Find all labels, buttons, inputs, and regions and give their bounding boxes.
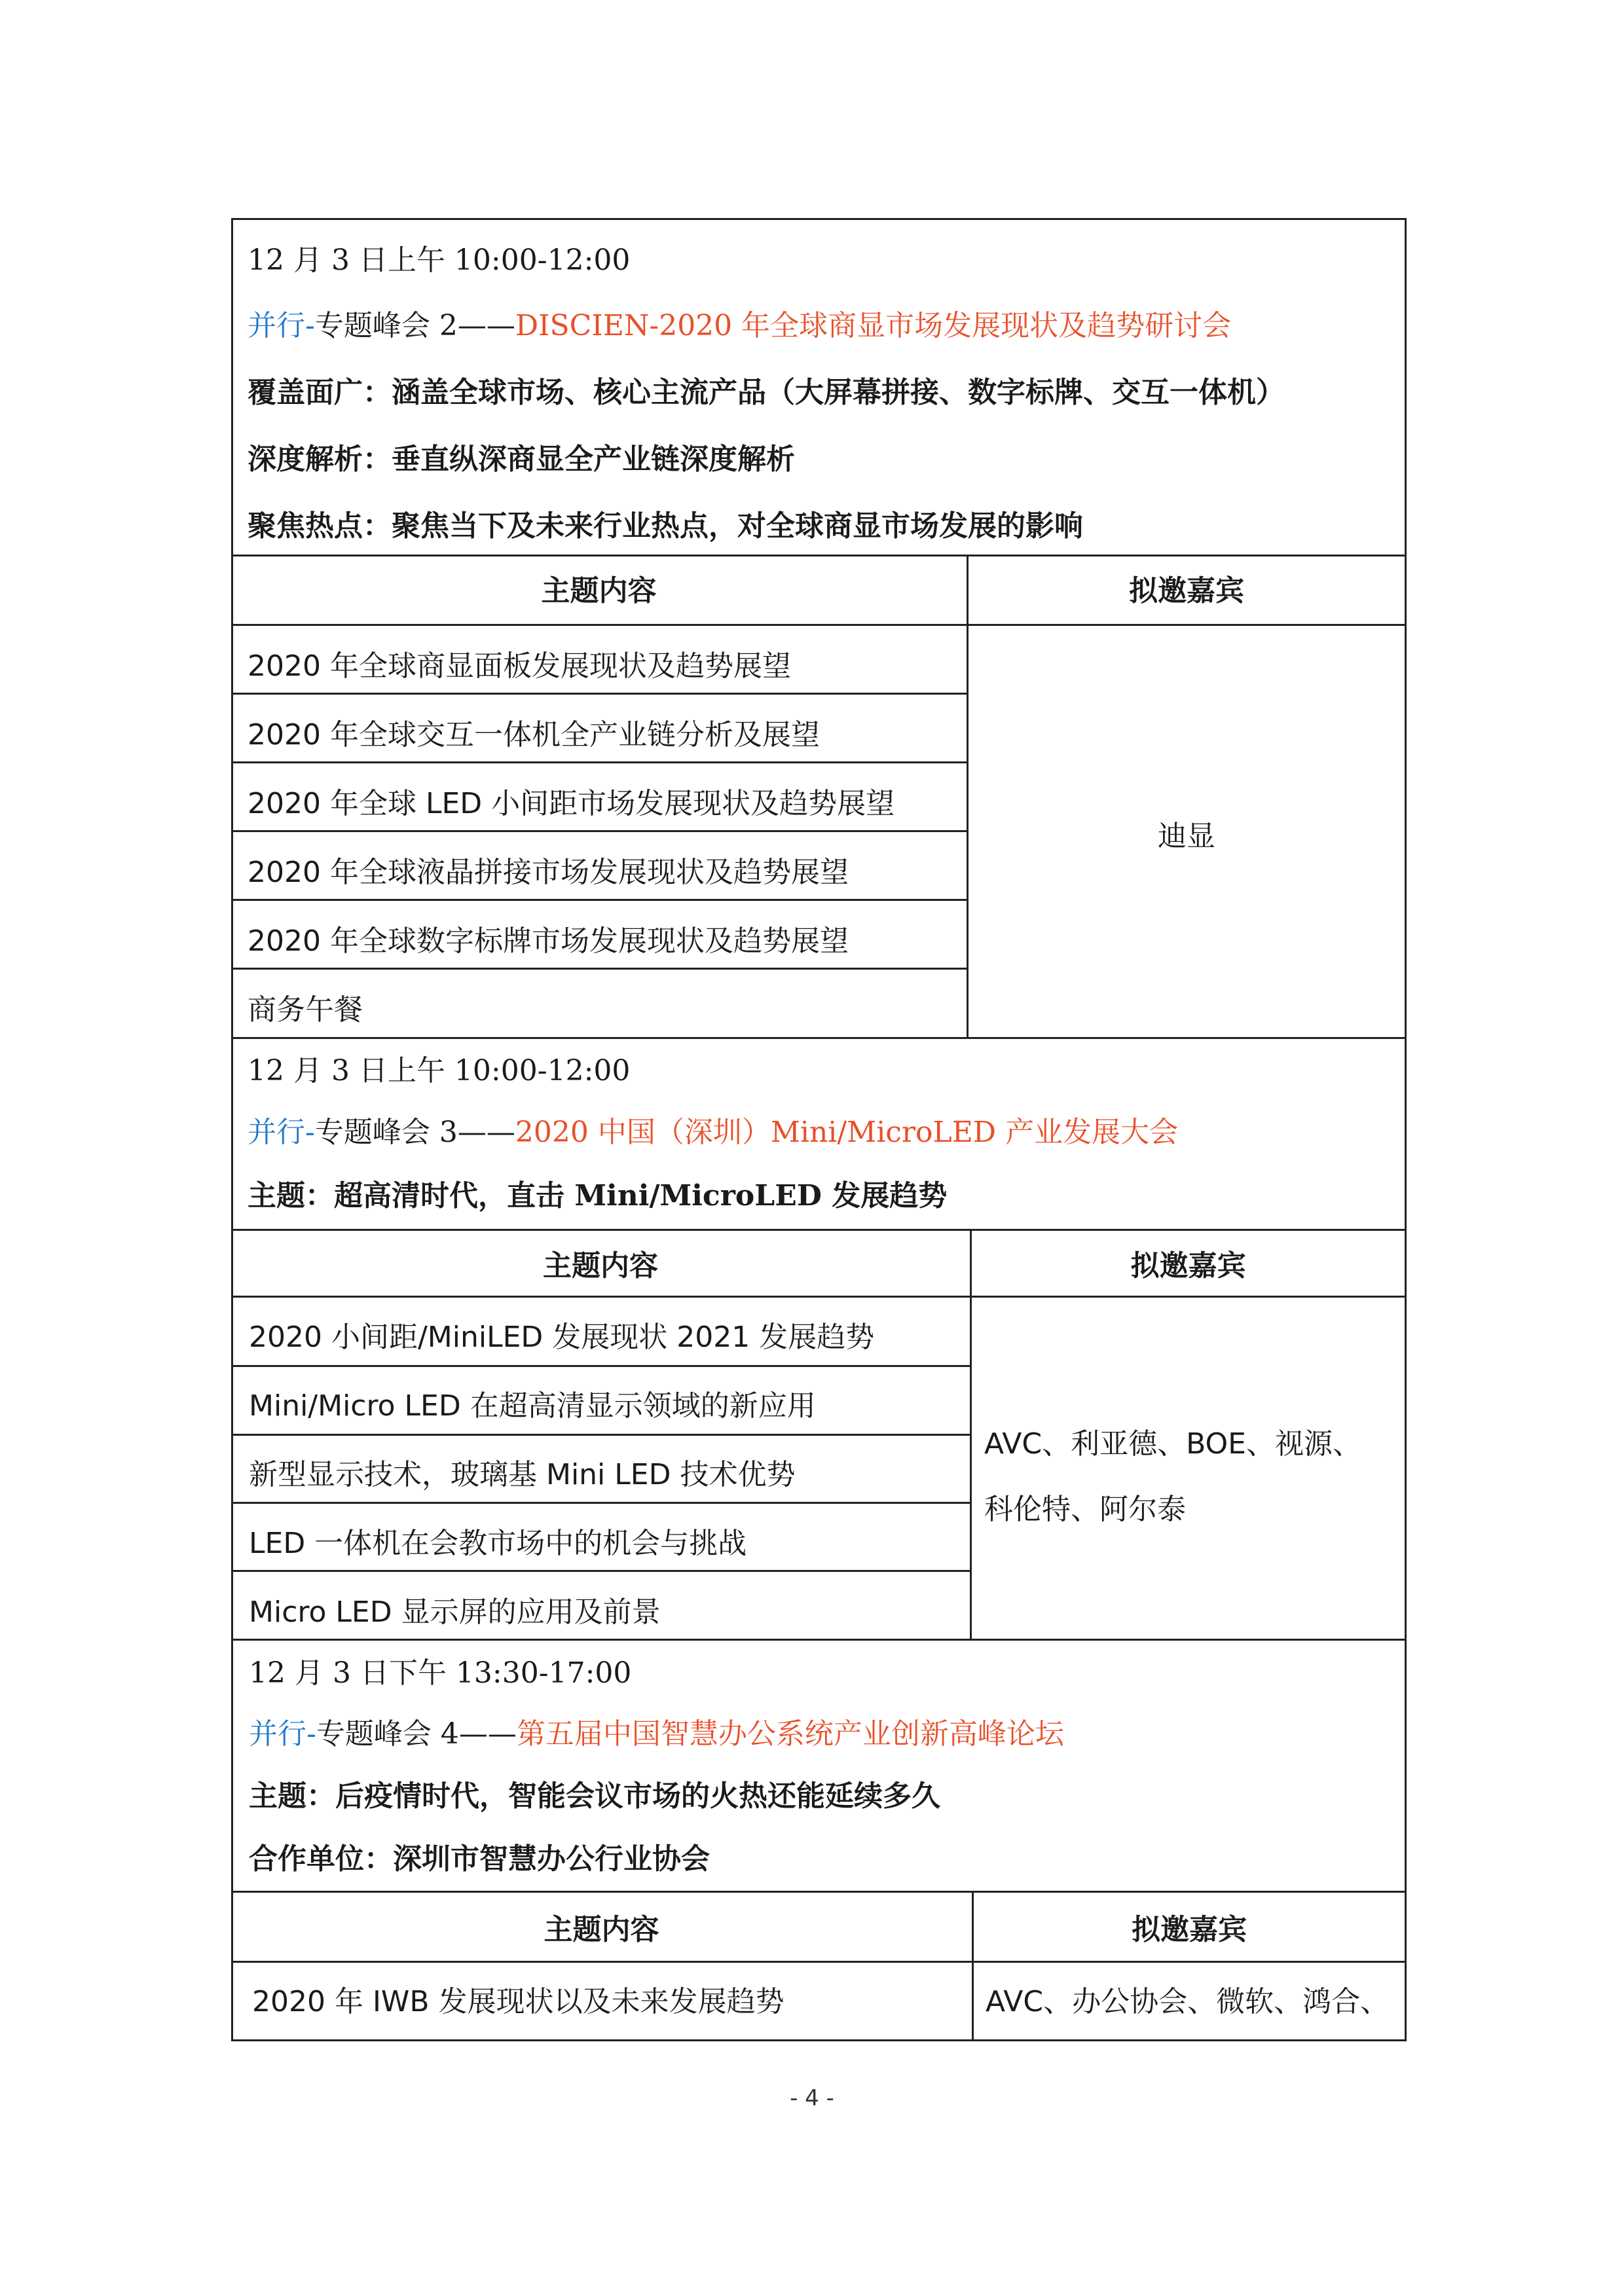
section-2-heading	[248, 1114, 1178, 1151]
section-1-detail: 深度解析：垂直纵深商显全产业链深度解析	[248, 443, 795, 476]
table-row-topic: 2020 年全球交互一体机全产业链分析及展望	[248, 718, 820, 752]
section-3-guest: AVC、办公协会、微软、鸿合、	[986, 1985, 1390, 2018]
section-1-col-topic-header: 主题内容	[541, 574, 657, 608]
section-1-title: DISCIEN-2020 年全球商显市场发展现状及趋势研讨会	[515, 309, 1232, 342]
section-2-column-divider	[970, 1229, 972, 1639]
row-divider	[231, 693, 967, 695]
table-row-topic: 新型显示技术，玻璃基 Mini LED 技术优势	[249, 1458, 796, 1491]
section-2-guest: 科伦特、阿尔泰	[984, 1493, 1186, 1526]
section-3-detail: 主题：后疫情时代，智能会议市场的火热还能延续多久	[249, 1779, 940, 1813]
section-2-detail: 主题：超高清时代，直击 Mini/MicroLED 发展趋势	[248, 1179, 948, 1212]
section-2-label-prefix: 并行-	[248, 1116, 315, 1149]
table-row-topic: 2020 小间距/MiniLED 发展现状 2021 发展趋势	[249, 1321, 875, 1354]
row-divider	[231, 624, 1407, 626]
table-row-topic: 2020 年全球数字标牌市场发展现状及趋势展望	[248, 924, 849, 958]
section-3-time: 12 月 3 日下午 13:30-17:00	[249, 1656, 632, 1690]
table-row-topic: Mini/Micro LED 在超高清显示领域的新应用	[249, 1389, 816, 1423]
section-1-divider	[231, 555, 1407, 556]
row-divider	[231, 1434, 970, 1436]
section-divider	[231, 1639, 1407, 1641]
section-1-column-divider	[967, 555, 969, 1037]
section-1-label-main: 专题峰会 2——	[314, 309, 515, 342]
section-divider	[231, 1037, 1407, 1039]
row-divider	[231, 1296, 1407, 1298]
section-1-guest: 迪显	[1158, 820, 1215, 853]
section-3-col-guest-header: 拟邀嘉宾	[1132, 1913, 1247, 1946]
table-row-topic: 2020 年 IWB 发展现状以及未来发展趋势	[252, 1985, 784, 2018]
row-divider	[231, 968, 967, 970]
section-2-time: 12 月 3 日上午 10:00-12:00	[248, 1054, 631, 1087]
section-3-col-topic-header: 主题内容	[544, 1913, 659, 1946]
row-divider	[231, 1365, 970, 1367]
section-1-label-prefix: 并行-	[248, 309, 315, 342]
section-2-title: 2020 中国（深圳）Mini/MicroLED 产业发展大会	[515, 1116, 1179, 1149]
row-divider	[231, 830, 967, 832]
row-divider	[231, 899, 967, 901]
row-divider	[231, 1570, 970, 1572]
section-3-detail: 合作单位：深圳市智慧办公行业协会	[249, 1842, 710, 1876]
table-row-topic: Micro LED 显示屏的应用及前景	[249, 1595, 661, 1629]
table-row-topic: 2020 年全球商显面板发展现状及趋势展望	[248, 649, 791, 683]
section-2-col-topic-header: 主题内容	[543, 1249, 658, 1283]
section-3-heading	[249, 1716, 1064, 1753]
section-3-title: 第五届中国智慧办公系统产业创新高峰论坛	[516, 1717, 1064, 1751]
section-1-heading	[248, 308, 1231, 344]
section-3-label-main: 专题峰会 4——	[316, 1717, 517, 1751]
table-row-topic: 2020 年全球液晶拼接市场发展现状及趋势展望	[248, 856, 849, 889]
section-1-time: 12 月 3 日上午 10:00-12:00	[248, 244, 631, 277]
page-number: - 4 -	[790, 2085, 834, 2111]
section-3-label-prefix: 并行-	[249, 1717, 316, 1751]
row-divider	[231, 1961, 1407, 1963]
section-1-detail: 覆盖面广：涵盖全球市场、核心主流产品（大屏幕拼接、数字标牌、交互一体机）	[248, 376, 1285, 409]
section-2-col-guest-header: 拟邀嘉宾	[1130, 1249, 1246, 1283]
section-2-guest: AVC、利亚德、BOE、视源、	[984, 1427, 1361, 1461]
section-2-divider	[231, 1229, 1407, 1231]
row-divider	[231, 1502, 970, 1504]
table-row-topic: 商务午餐	[248, 993, 363, 1027]
table-row-topic: 2020 年全球 LED 小间距市场发展现状及趋势展望	[248, 787, 895, 820]
section-2-label-main: 专题峰会 3——	[314, 1116, 515, 1149]
section-3-divider	[231, 1891, 1407, 1893]
section-1-col-guest-header: 拟邀嘉宾	[1129, 574, 1244, 608]
section-1-detail: 聚焦热点：聚焦当下及未来行业热点，对全球商显市场发展的影响	[248, 509, 1083, 543]
row-divider	[231, 761, 967, 763]
table-row-topic: LED 一体机在会教市场中的机会与挑战	[249, 1527, 747, 1560]
